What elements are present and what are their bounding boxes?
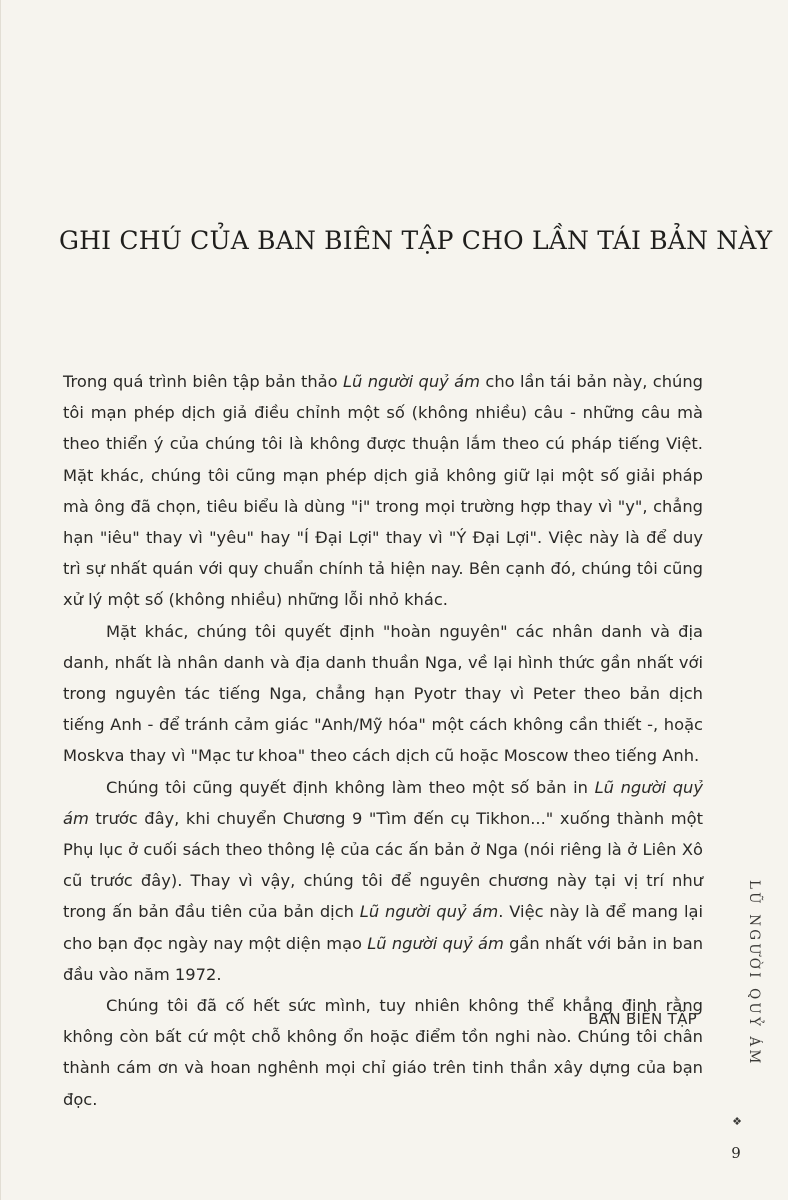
body-text: [63, 366, 703, 1115]
page-title: GHI CHÚ CỦA BAN BIÊN TẬP CHO LẦN TÁI BẢN NÀY: [59, 226, 773, 255]
signature: BAN BIÊN TẬP: [588, 1010, 697, 1028]
diamond-ornament-icon: ❖: [732, 1115, 742, 1128]
book-title-italic: Lũ người quỷ ám: [367, 933, 504, 953]
text-segment: gần nhất với bản in ban đầu vào năm 1972.: [63, 933, 704, 984]
text-segment: trước đây, khi chuyển Chương 9 "Tìm đến cụ Tikhon..." xuống thành một Phụ lục ở cuối sách theo thông lệ của các ấn bản ở Nga (nói riêng là ở Liên Xô cũ trước đây). Thay vì vậy, chúng tôi để nguyên chương này tại vị trí như trong ấn bản đầu tiên của bản dịch: [63, 808, 703, 922]
text-segment: Mặt khác, chúng tôi quyết định "hoàn nguyên" các nhân danh và địa danh, nhất là nhân danh và địa danh thuần Nga, về lại hình thức gần nhất với trong nguyên tác tiếng Nga, chẳng hạn Pyotr thay vì Peter theo bản dịch tiếng Anh - để tránh cảm giác "Anh/Mỹ hóa" một cách không cần thiết -, hoặc Moskva thay vì "Mạc tư khoa" theo cách dịch cũ hoặc Moscow theo tiếng Anh.: [63, 621, 703, 766]
text-segment: Chúng tôi đã cố hết sức mình, tuy nhiên không thể khẳng định rằng không còn bất cứ một chỗ không ổn hoặc điểm tồn nghi nào. Chúng tôi chân thành cám ơn và hoan nghênh mọi chỉ giáo trên tinh thần xây dựng của bạn đọc.: [63, 996, 703, 1109]
paragraph-4: [63, 990, 703, 1115]
paragraph-3: [63, 772, 703, 990]
paragraph-1: [63, 366, 703, 616]
text-segment: Chúng tôi cũng quyết định không làm theo một số bản in: [106, 777, 595, 797]
text-segment: Trong quá trình biên tập bản thảo: [63, 372, 343, 391]
page-number: 9: [731, 1144, 741, 1162]
running-title: LŨ NGƯỜI QUỶ ÁM: [746, 880, 762, 1067]
text-segment: cho lần tái bản này, chúng tôi mạn phép dịch giả điều chỉnh một số (không nhiều) câu - những câu mà theo thiển ý của chúng tôi là không được thuận lắm theo cú pháp tiếng Việt. Mặt khác, chúng tôi cũng mạn phép dịch giả không giữ lại một số giải pháp mà ông đã chọn, tiêu biểu là dùng "i" trong mọi trường hợp thay vì "y", chẳng hạn "iêu" thay vì "yêu" hay "Í Đại Lợi" thay vì "Ý Đại Lợi". Việc này là để duy trì sự nhất quán với quy chuẩn chính tả hiện nay. Bên cạnh đó, chúng tôi cũng xử lý một số (không nhiều) những lỗi nhỏ khác.: [63, 372, 704, 610]
text-segment: . Việc này là để mang lại cho bạn đọc ngày nay một diện mạo: [63, 902, 703, 953]
book-title-italic: Lũ người quỷ ám: [63, 777, 703, 828]
paragraph-2: [63, 616, 703, 772]
book-title-italic: Lũ người quỷ ám: [342, 372, 481, 391]
book-title-italic: Lũ người quỷ ám: [359, 902, 499, 922]
